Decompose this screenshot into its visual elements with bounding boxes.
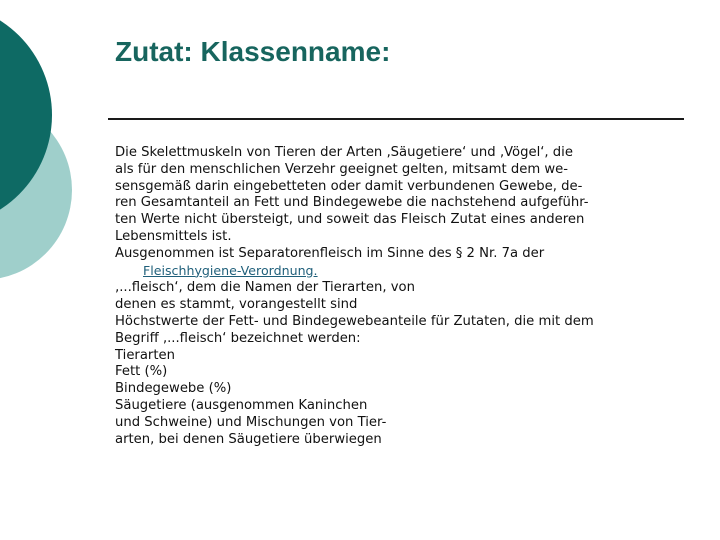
slide-body (115, 145, 675, 448)
body-line: ten Werte nicht übersteigt, und soweit das Fleisch Zutat eines anderen (115, 212, 585, 228)
body-line: Bindegewebe (%) (115, 381, 232, 397)
regulation-link[interactable]: Fleischhygiene-Verordnung. (143, 262, 318, 278)
body-line: als für den menschlichen Verzehr geeignet gelten, mitsamt dem we- (115, 161, 569, 177)
body-line: Lebensmittels ist. (115, 228, 232, 244)
body-line: ren Gesamtanteil an Fett und Bindegewebe die nachstehend aufgeführ- (115, 195, 589, 211)
body-line: und Schweine) und Mischungen von Tier- (115, 414, 387, 430)
slide-title: Zutat: Klassenname: (115, 36, 391, 67)
body-line: arten, bei denen Säugetiere überwiegen (115, 431, 382, 447)
title-divider (108, 118, 684, 120)
body-line: sensgemäß darin eingebetteten oder damit verbundenen Gewebe, de- (115, 178, 583, 194)
body-line: ‚...fleisch‘, dem die Namen der Tierarten, von (115, 280, 415, 296)
body-line: Ausgenommen ist Separatorenfleisch im Sinne des § 2 Nr. 7a der (115, 245, 545, 261)
body-line: Höchstwerte der Fett- und Bindegewebeanteile für Zutaten, die mit dem (115, 313, 594, 329)
body-line: denen es stammt, vorangestellt sind (115, 297, 358, 313)
body-line: Die Skelettmuskeln von Tieren der Arten ‚Säugetiere‘ und ‚Vögel‘, die (115, 145, 573, 160)
body-line: Begriff ‚...fleisch‘ bezeichnet werden: (115, 330, 361, 346)
body-line: Säugetiere (ausgenommen Kaninchen (115, 397, 368, 413)
body-line: Tierarten (115, 347, 175, 363)
body-line: Fett (%) (115, 364, 168, 380)
